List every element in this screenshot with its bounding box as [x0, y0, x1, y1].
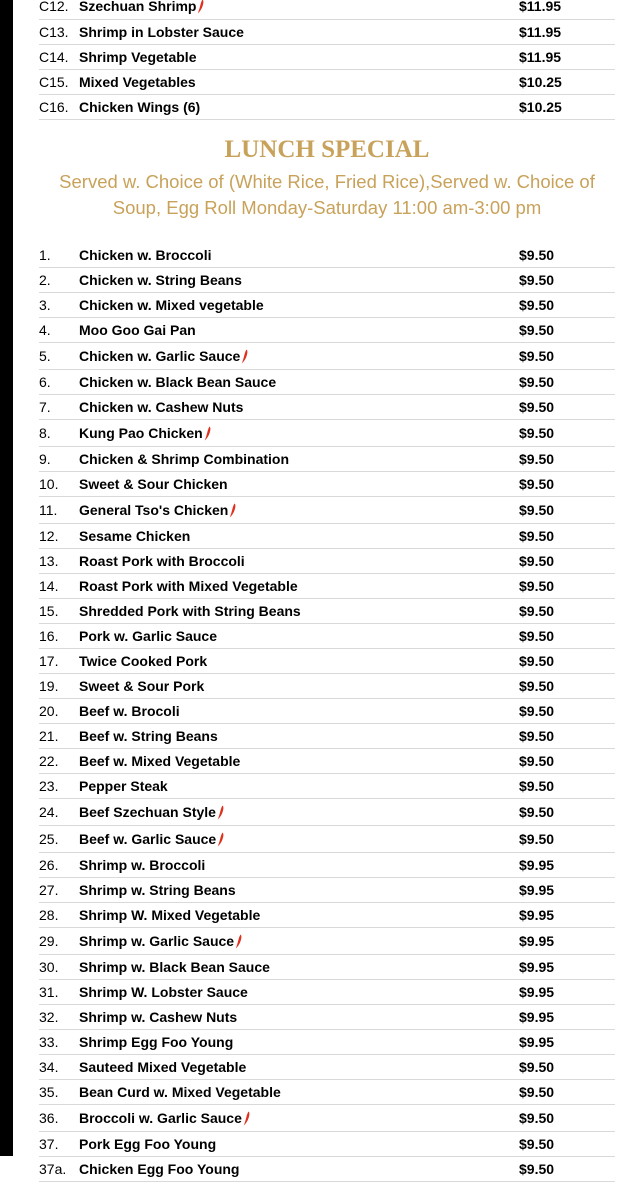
item-number: 26. [39, 857, 59, 873]
item-name [79, 272, 519, 288]
item-name-text: Mixed Vegetables [79, 74, 196, 90]
item-name-text: Szechuan Shrimp [79, 0, 197, 14]
item-name [79, 603, 519, 619]
item-number: 37a. [39, 1161, 67, 1177]
menu-item-row [39, 70, 615, 95]
item-name-text: Beef w. Garlic Sauce [79, 831, 217, 847]
menu-item-row [39, 853, 615, 878]
menu-item-row [39, 1132, 615, 1157]
item-number: C13. [39, 24, 69, 40]
item-price: $9.95 [519, 1034, 555, 1050]
item-price: $9.50 [519, 804, 555, 820]
menu-item-row [39, 95, 615, 120]
item-name-text: General Tso's Chicken [79, 502, 229, 518]
item-number: 2. [39, 272, 51, 288]
menu-item-row [39, 447, 615, 472]
item-name [79, 322, 519, 338]
item-name-text: Beef Szechuan Style [79, 804, 216, 820]
item-name [79, 984, 519, 1000]
lunch-item-list [39, 243, 615, 1182]
menu-item-row [39, 343, 615, 370]
menu-item-row [39, 749, 615, 774]
item-number: C15. [39, 74, 69, 90]
item-name-text: Shrimp w. Cashew Nuts [79, 1009, 238, 1025]
menu-item-row [39, 243, 615, 268]
item-name [79, 425, 519, 441]
item-name-text: Chicken Egg Foo Young [79, 1161, 240, 1177]
menu-item-row [39, 1080, 615, 1105]
item-name [79, 502, 519, 518]
item-number: 6. [39, 374, 51, 390]
item-price: $9.50 [519, 272, 555, 288]
item-number: 27. [39, 882, 59, 898]
menu-item-row [39, 420, 615, 447]
menu-item-row [39, 45, 615, 70]
item-name [79, 882, 519, 898]
chili-pepper-icon [235, 934, 242, 949]
menu-item-row [39, 20, 615, 45]
item-name [79, 728, 519, 744]
item-price: $9.50 [519, 374, 555, 390]
menu-item-row [39, 624, 615, 649]
item-name [79, 24, 519, 40]
top-item-list [39, 0, 615, 120]
menu-item-row [39, 1105, 615, 1132]
item-number: 17. [39, 653, 59, 669]
chili-pepper-icon [229, 503, 236, 518]
menu-item-row [39, 395, 615, 420]
item-name-text: Chicken w. Mixed vegetable [79, 297, 264, 313]
item-number: C12. [39, 0, 69, 14]
lunch-special-header [39, 120, 615, 243]
item-number: 12. [39, 528, 59, 544]
item-name [79, 804, 519, 820]
menu-item-row [39, 955, 615, 980]
item-name [79, 653, 519, 669]
item-price: $9.95 [519, 907, 555, 923]
item-name [79, 99, 519, 115]
item-name [79, 578, 519, 594]
menu-item-row [39, 826, 615, 853]
item-price: $9.50 [519, 399, 555, 415]
menu-item-row [39, 699, 615, 724]
item-number: 9. [39, 451, 51, 467]
item-name [79, 831, 519, 847]
item-price: $9.50 [519, 528, 555, 544]
menu-item-row [39, 1157, 615, 1182]
item-name-text: Pork w. Garlic Sauce [79, 628, 217, 644]
item-name [79, 374, 519, 390]
item-number: 37. [39, 1136, 59, 1152]
item-price: $9.50 [519, 322, 555, 338]
item-price: $9.50 [519, 778, 555, 794]
item-price: $11.95 [519, 49, 562, 65]
item-name-text: Sweet & Sour Pork [79, 678, 205, 694]
item-name [79, 907, 519, 923]
section-title: LUNCH SPECIAL [224, 136, 430, 163]
item-name [79, 49, 519, 65]
section-subtitle: Served w. Choice of (White Rice, Fried Rice),Served w. Choice of Soup, Egg Roll Monday-Saturday 11:00 am-3:00 pm [59, 171, 595, 218]
menu-item-row [39, 674, 615, 699]
item-price: $9.95 [519, 959, 555, 975]
item-number: 15. [39, 603, 59, 619]
item-name [79, 1110, 519, 1126]
chili-pepper-icon [217, 805, 224, 820]
item-price: $9.50 [519, 831, 555, 847]
menu-item-row [39, 799, 615, 826]
menu-item-row [39, 574, 615, 599]
item-name-text: Pork Egg Foo Young [79, 1136, 217, 1152]
menu-item-row [39, 724, 615, 749]
item-name-text: Shrimp w. Garlic Sauce [79, 933, 235, 949]
item-number: 4. [39, 322, 51, 338]
item-name [79, 959, 519, 975]
item-number: 20. [39, 703, 59, 719]
item-number: 10. [39, 476, 59, 492]
item-name [79, 678, 519, 694]
item-number: 5. [39, 348, 51, 364]
item-number: 33. [39, 1034, 59, 1050]
item-name-text: Chicken w. Garlic Sauce [79, 348, 241, 364]
item-name-text: Kung Pao Chicken [79, 425, 203, 441]
item-name [79, 1084, 519, 1100]
item-name [79, 628, 519, 644]
item-name [79, 528, 519, 544]
item-name [79, 1161, 519, 1177]
item-name-text: Chicken Wings (6) [79, 99, 201, 115]
item-name-text: Beef w. Brocoli [79, 703, 180, 719]
item-name-text: Shrimp Egg Foo Young [79, 1034, 234, 1050]
menu-item-row [39, 497, 615, 524]
item-price: $9.95 [519, 882, 555, 898]
item-number: 16. [39, 628, 59, 644]
item-name [79, 451, 519, 467]
item-price: $11.95 [519, 24, 562, 40]
item-name-text: Shrimp w. Black Bean Sauce [79, 959, 270, 975]
item-price: $9.50 [519, 678, 555, 694]
item-name [79, 1059, 519, 1075]
menu-item-row [39, 878, 615, 903]
item-number: 25. [39, 831, 59, 847]
menu-item-row [39, 370, 615, 395]
menu-item-row [39, 472, 615, 497]
item-price: $9.50 [519, 628, 555, 644]
item-number: 23. [39, 778, 59, 794]
item-price: $9.50 [519, 297, 555, 313]
item-name-text: Chicken w. String Beans [79, 272, 242, 288]
item-number: 14. [39, 578, 59, 594]
item-number: 31. [39, 984, 59, 1000]
menu-item-row [39, 928, 615, 955]
item-name-text: Beef w. Mixed Vegetable [79, 753, 241, 769]
item-number: 28. [39, 907, 59, 923]
item-name [79, 476, 519, 492]
item-number: 24. [39, 804, 59, 820]
item-number: 21. [39, 728, 59, 744]
item-name [79, 348, 519, 364]
item-price: $9.95 [519, 984, 555, 1000]
item-price: $9.50 [519, 578, 555, 594]
menu-item-row [39, 649, 615, 674]
item-number: 7. [39, 399, 51, 415]
menu-item-row [39, 903, 615, 928]
item-number: 11. [39, 502, 58, 518]
item-number: 32. [39, 1009, 59, 1025]
item-price: $9.50 [519, 1136, 555, 1152]
menu-item-row [39, 268, 615, 293]
item-name [79, 1136, 519, 1152]
item-name-text: Chicken & Shrimp Combination [79, 451, 290, 467]
item-name-text: Beef w. String Beans [79, 728, 218, 744]
item-price: $9.50 [519, 451, 555, 467]
item-price: $9.50 [519, 728, 555, 744]
menu-item-row [39, 293, 615, 318]
chili-pepper-icon [197, 0, 204, 14]
item-name-text: Sweet & Sour Chicken [79, 476, 228, 492]
item-price: $9.50 [519, 348, 555, 364]
item-name-text: Shrimp w. String Beans [79, 882, 236, 898]
menu-item-row [39, 1030, 615, 1055]
item-price: $9.50 [519, 553, 555, 569]
item-name [79, 0, 519, 14]
item-number: 22. [39, 753, 59, 769]
item-number: 8. [39, 425, 51, 441]
item-price: $9.50 [519, 753, 555, 769]
item-price: $9.50 [519, 703, 555, 719]
item-price: $11.95 [519, 0, 562, 14]
item-name-text: Broccoli w. Garlic Sauce [79, 1110, 242, 1126]
item-price: $9.50 [519, 653, 555, 669]
item-name [79, 247, 519, 263]
left-edge-bar [0, 0, 13, 1156]
item-price: $9.95 [519, 933, 555, 949]
item-number: 29. [39, 933, 59, 949]
item-name [79, 703, 519, 719]
item-price: $9.95 [519, 857, 555, 873]
item-price: $9.50 [519, 502, 555, 518]
item-price: $9.50 [519, 1161, 555, 1177]
item-name [79, 297, 519, 313]
item-name [79, 1034, 519, 1050]
item-name [79, 857, 519, 873]
item-name-text: Shrimp W. Mixed Vegetable [79, 907, 261, 923]
item-price: $9.50 [519, 476, 555, 492]
item-name-text: Roast Pork with Mixed Vegetable [79, 578, 298, 594]
item-name-text: Sauteed Mixed Vegetable [79, 1059, 247, 1075]
item-name [79, 399, 519, 415]
item-number: 36. [39, 1110, 59, 1126]
item-name [79, 753, 519, 769]
item-name-text: Shrimp W. Lobster Sauce [79, 984, 248, 1000]
menu-item-row [39, 774, 615, 799]
item-number: 1. [39, 247, 51, 263]
item-name [79, 1009, 519, 1025]
chili-pepper-icon [241, 349, 248, 364]
item-number: C16. [39, 99, 69, 115]
item-name-text: Shrimp Vegetable [79, 49, 197, 65]
item-number: 35. [39, 1084, 59, 1100]
item-number: 34. [39, 1059, 59, 1075]
item-name-text: Bean Curd w. Mixed Vegetable [79, 1084, 281, 1100]
menu-item-row [39, 1005, 615, 1030]
item-number: C14. [39, 49, 69, 65]
item-name-text: Sesame Chicken [79, 528, 191, 544]
menu-content [39, 0, 615, 1182]
menu-item-row [39, 599, 615, 624]
menu-item-row [39, 0, 615, 20]
item-name [79, 933, 519, 949]
chili-pepper-icon [217, 832, 224, 847]
item-name [79, 778, 519, 794]
item-name-text: Shrimp w. Broccoli [79, 857, 206, 873]
item-name-text: Twice Cooked Pork [79, 653, 208, 669]
item-name-text: Roast Pork with Broccoli [79, 553, 245, 569]
menu-item-row [39, 318, 615, 343]
item-price: $9.50 [519, 425, 555, 441]
item-number: 3. [39, 297, 51, 313]
item-name-text: Chicken w. Cashew Nuts [79, 399, 244, 415]
item-number: 19. [39, 678, 59, 694]
item-name-text: Chicken w. Black Bean Sauce [79, 374, 277, 390]
menu-item-row [39, 980, 615, 1005]
item-price: $10.25 [519, 99, 562, 115]
chili-pepper-icon [243, 1111, 250, 1126]
item-name-text: Pepper Steak [79, 778, 168, 794]
item-number: 13. [39, 553, 59, 569]
item-name-text: Chicken w. Broccoli [79, 247, 212, 263]
chili-pepper-icon [204, 426, 211, 441]
item-name-text: Shredded Pork with String Beans [79, 603, 301, 619]
menu-item-row [39, 1055, 615, 1080]
item-price: $9.50 [519, 247, 555, 263]
item-price: $9.50 [519, 1084, 555, 1100]
item-price: $10.25 [519, 74, 562, 90]
item-price: $9.95 [519, 1009, 555, 1025]
menu-item-row [39, 549, 615, 574]
item-name-text: Moo Goo Gai Pan [79, 322, 196, 338]
item-number: 30. [39, 959, 59, 975]
item-name [79, 553, 519, 569]
item-name [79, 74, 519, 90]
item-price: $9.50 [519, 1059, 555, 1075]
item-price: $9.50 [519, 603, 555, 619]
item-price: $9.50 [519, 1110, 555, 1126]
menu-item-row [39, 524, 615, 549]
item-name-text: Shrimp in Lobster Sauce [79, 24, 244, 40]
